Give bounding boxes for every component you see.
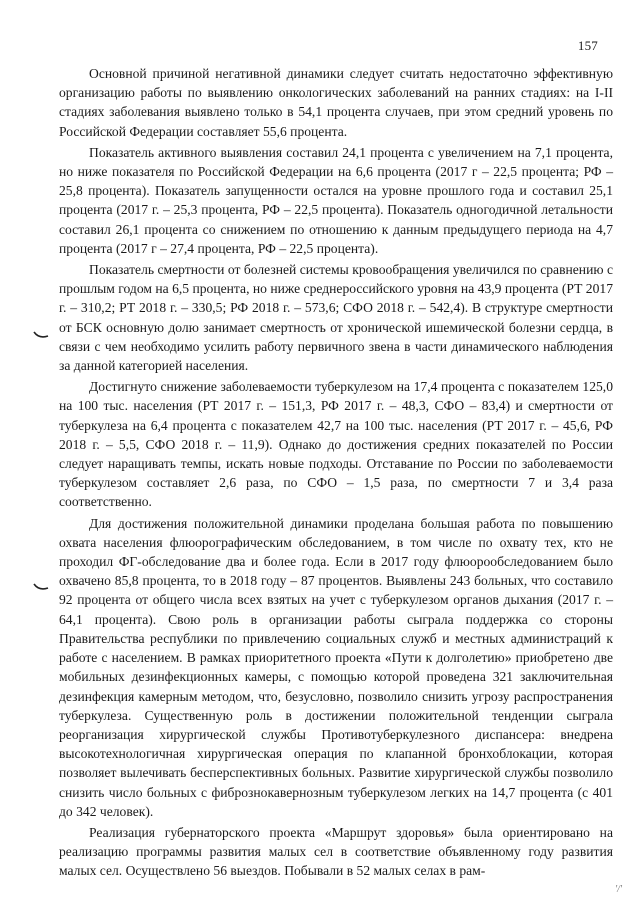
paragraph-detection-rates: Показатель активного выявления составил 24,1 процента с увеличением на 7,1 процента, но ниже показателя по Российской Федерации на 6,6 процента (2017 г – 22,5 процента; РФ – 25,8 процента). Показатель запущенности остался на уровне прошлого года и составил 25,1 процента (2017 г. – 25,3 процента, РФ – 22,5 процента). Показатель одногодичной летальности составил 26,1 процента со снижением по отношению к данным предыдущего периода на 4,7 процента (2017 г – 27,4 процента, РФ – 22,5 процента).	[59, 144, 613, 256]
paragraph-fluorography: Для достижения положительной динамики проделана большая работа по повышению охвата населения флюорографическим обследованием, в том числе по охвату тех, кто не проходил ФГ-обследование два и более года. Если в 2017 году флюорообследованием было охвачено 85,8 процента, то в 2018 году – 87 процентов. Выявлены 243 больных, что составило 92 процента от общего числа всех взятых на учет с туберкулезом органов дыхания (2017 г. – 64,1 процента). Свою роль в организации работы сыграла поддержка со стороны Правительства республики по привлечению социальных служб и местных администраций к работе с населением. В рамках приоритетного проекта «Пути к долголетию» приобретено две мобильных дезинфекционных камеры, с помощью которой проведена 321 заключительная дезинфекция камерным методом, что, безусловно, позволило снизить угрозу распространения туберкулеза. Существенную роль в достижении положительной тенденции сыграла реорганизация хирургической службы Противотуберкулезного диспансера: внедрена высокотехнологичная хирургическая операция по клапанной бронхоблокации, которая позволяет вылечивать бесперспективных больных. Развитие хирургической службы позволило снизить число больных с фибрознокавернозным туберкулезом легких на 14,7 процента (с 401 до 342 человек).	[59, 515, 613, 819]
margin-pen-mark	[33, 582, 49, 592]
paragraph-cardiovascular: Показатель смертности от болезней системы кровообращения увеличился по сравнению с прошлым годом на 6,5 процента, но ниже среднероссийского уровня на 43,9 процента (РТ 2017 г. – 310,2; РТ 2018 г. – 330,5; РФ 2018 г. – 573,6; СФО 2018 г. – 542,4). В структуре смертности от БСК основную долю занимает смертность от хронической ишемической болезни сердца, в связи с чем необходимо усилить работу первичного звена в части динамического наблюдения за данной категорией населения.	[59, 262, 613, 374]
margin-pen-mark	[33, 330, 49, 340]
paragraph-tuberculosis: Достигнуто снижение заболеваемости туберкулезом на 17,4 процента с показателем 125,0 на 100 тыс. населения (РТ 2017 г. – 151,3, РФ 2017 г. – 48,3, СФО – 83,4) и смертности от туберкулеза на 6,4 процента с показателем 42,7 на 100 тыс. населения (РТ 2017 г. – 45,6, РФ 2018 г. – 5,5, СФО 2018 г. – 11,9). Однако до достижения средних показателей по России следует наращивать темпы, искать новые подходы. Отставание по России по заболеваемости туберкулезом составляет 2,6 раза, по СФО – 1,5 раза, по смертности 7 и 3,4 раза соответственно.	[59, 379, 613, 510]
footer-scribble: ʹ/ʹ	[614, 884, 622, 895]
page-body	[59, 64, 613, 883]
page-number: 157	[577, 38, 598, 53]
paragraph-health-route: Реализация губернаторского проекта «Маршрут здоровья» была ориентировано на реализацию программы развития малых сел в соответствие объявленному году развития малых сел. Осуществлено 56 выездов. Побывали в 52 малых селах в рам-	[59, 824, 613, 879]
paragraph-oncology: Основной причиной негативной динамики следует считать недостаточно эффективную организацию работы по выявлению онкологических заболеваний на ранних стадиях: на I-II стадиях заболевания выявлено только в 54,1 процента случаев, при этом средний уровень по Российской Федерации составляет 55,6 процента.	[59, 66, 613, 139]
